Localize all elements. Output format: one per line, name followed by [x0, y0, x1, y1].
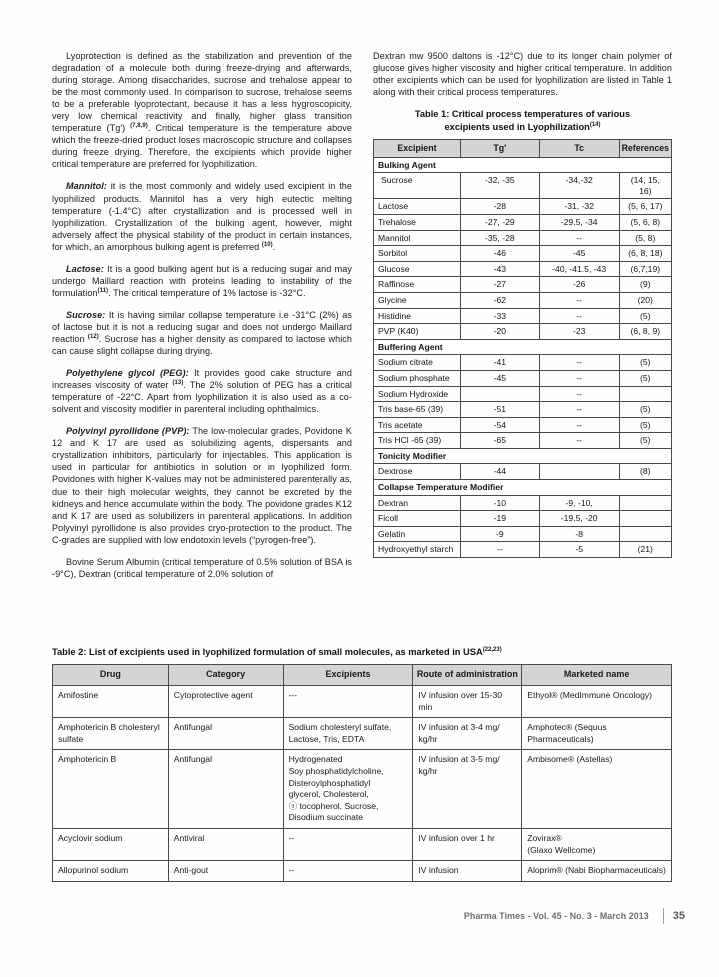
table1-row: [374, 292, 672, 308]
table1-cell-references: (8): [619, 464, 671, 480]
table1-row: [374, 246, 672, 262]
table2-cell-drug: Amphotericin B: [53, 750, 169, 829]
table1-cell-tc: --: [539, 370, 619, 386]
table1-row: [374, 355, 672, 371]
table1-cell-references: [619, 511, 671, 527]
table1-group-label: Buffering Agent: [374, 339, 672, 355]
table1-row: [374, 230, 672, 246]
table1-cell-tg: --: [460, 542, 539, 558]
table1-cell-tc: --: [539, 355, 619, 371]
table2-cell-route: IV infusion at 3-5 mg/ kg/hr: [413, 750, 522, 829]
table2-col-marketed-name: Marketed name: [522, 665, 672, 686]
table1-cell-excipient: PVP (K40): [374, 324, 461, 340]
table1-cell-tc: -45: [539, 246, 619, 262]
table1-group-row: [374, 339, 672, 355]
table1-cell-excipient: Hydroxyethyl starch: [374, 542, 461, 558]
table2-row: [53, 861, 672, 882]
table2-col-route: Route of administration: [413, 665, 522, 686]
table1-cell-references: (5): [619, 433, 671, 449]
table1-cell-excipient: Histidine: [374, 308, 461, 324]
table2-cell-marketed-name: Aloprim® (Nabi Biopharmaceuticals): [522, 861, 672, 882]
paragraph-text: it is the most commonly and widely used excipient in the lyophilized products. Mannitol has a very high eutectic melting temperature (-1.4°C) after crystallization and is processed well in lyophilization. Crystallization of the bulking agent, however, might adversely affect the physical stability of the product in certain instances, for which, an amorphous bulking agent is preferred: [52, 181, 352, 252]
table2-cell-marketed-name: Ambisome® (Astellas): [522, 750, 672, 829]
table1-cell-tc: -40, -41.5, -43: [539, 261, 619, 277]
table1-cell-excipient: Sodium Hydroxide: [374, 386, 461, 402]
table1-cell-tc: --: [539, 417, 619, 433]
table1-cell-references: [619, 526, 671, 542]
table1-cell-excipient: Glucose: [374, 261, 461, 277]
table1-cell-tg: -35, -28: [460, 230, 539, 246]
table1-cell-tg: -43: [460, 261, 539, 277]
table2-cell-category: Cytoprotective agent: [168, 686, 283, 718]
table2-row: [53, 750, 672, 829]
table2-cell-excipients: --: [283, 861, 413, 882]
table1-row: [374, 402, 672, 418]
table1-cell-tc: --: [539, 308, 619, 324]
table2-cell-route: IV infusion over 1 hr: [413, 828, 522, 860]
table1-cell-tg: -33: [460, 308, 539, 324]
table1-cell-tc: -9, -10,: [539, 495, 619, 511]
table2-caption-text: Table 2: List of excipients used in lyophilized formulation of small molecules, as marketed in USA: [52, 647, 483, 657]
table1-cell-tc: -29.5, -34: [539, 214, 619, 230]
footer-journal-line: Pharma Times - Vol. 45 - No. 3 - March 2013: [463, 911, 649, 921]
table2-cell-route: IV infusion over 15-30 min: [413, 686, 522, 718]
table1-cell-references: (6, 8, 9): [619, 324, 671, 340]
paragraph-bsa: [52, 556, 352, 580]
paragraph-pvp: [52, 425, 352, 545]
footer-page-number: 35: [672, 910, 685, 922]
table1-row: [374, 214, 672, 230]
table1-cell-excipient: Sodium phosphate: [374, 370, 461, 386]
table1-cell-tc: [539, 464, 619, 480]
paragraph-lactose: [52, 263, 352, 299]
table1-body: [374, 157, 672, 557]
table2-cell-marketed-name: Amphotec® (Sequus Pharmaceuticals): [522, 718, 672, 750]
table1-cell-tg: [460, 386, 539, 402]
paragraph-text: Bovine Serum Albumin (critical temperature of 0.5% solution of BSA is -9°C), Dextran (critical temperature of 2.0% solution of: [52, 556, 352, 579]
table2-cell-excipients: Sodium cholesteryl sulfate, Lactose, Tris, EDTA: [283, 718, 413, 750]
table1-critical-process-temperatures: [373, 139, 672, 558]
table1-cell-tc: --: [539, 230, 619, 246]
table2-cell-route: IV infusion: [413, 861, 522, 882]
table1-cell-excipient: Sucrose: [374, 173, 461, 199]
table1-row: [374, 464, 672, 480]
table1-row: [374, 277, 672, 293]
table1-cell-tg: -41: [460, 355, 539, 371]
table2-caption: [52, 646, 672, 658]
table1-cell-tg: -62: [460, 292, 539, 308]
table1-row: [374, 542, 672, 558]
table1-cell-references: (5): [619, 355, 671, 371]
table1-cell-excipient: Trehalose: [374, 214, 461, 230]
reference-superscript: (14): [589, 121, 601, 128]
table2-cell-category: Anti-gout: [168, 861, 283, 882]
table1-row: [374, 173, 672, 199]
table1-cell-references: [619, 386, 671, 402]
table1-cell-excipient: Tris acetate: [374, 417, 461, 433]
table1-cell-tg: -44: [460, 464, 539, 480]
reference-superscript: (7,8,9): [130, 123, 148, 130]
reference-superscript: (12): [87, 333, 99, 340]
table1-cell-tc: --: [539, 402, 619, 418]
left-text-column: [52, 50, 352, 590]
table2-row: [53, 718, 672, 750]
table1-cell-references: (21): [619, 542, 671, 558]
table1-cell-tg: -51: [460, 402, 539, 418]
paragraph-tail: . Sucrose has a higher density as compared to lactose which can cause slight collapse during drying.: [52, 333, 352, 357]
table1-row: [374, 261, 672, 277]
paragraph-tail: .: [272, 241, 276, 252]
table1-cell-tg: -54: [460, 417, 539, 433]
table1-cell-tc: -8: [539, 526, 619, 542]
table1-caption: [373, 108, 672, 133]
table1-cell-tg: -46: [460, 246, 539, 262]
table2-row: [53, 828, 672, 860]
table1-head: [374, 140, 672, 158]
table2-cell-route: IV infusion at 3-4 mg/ kg/hr: [413, 718, 522, 750]
reference-superscript: (11): [97, 287, 109, 294]
table1-cell-references: (6,7,19): [619, 261, 671, 277]
table1-cell-references: (9): [619, 277, 671, 293]
table1-cell-excipient: Gelatin: [374, 526, 461, 542]
table1-caption-line2: excipients used in Lyophilization: [444, 121, 590, 132]
table2-cell-marketed-name: Zovirax® (Glaxo Wellcome): [522, 828, 672, 860]
table1-cell-references: (20): [619, 292, 671, 308]
table1-cell-references: (14, 15, 16): [619, 173, 671, 199]
table1-cell-tg: -28: [460, 199, 539, 215]
table1-cell-references: (5): [619, 308, 671, 324]
table1-cell-excipient: Tris base-65 (39): [374, 402, 461, 418]
table1-cell-tg: -19: [460, 511, 539, 527]
table1-col-references: References: [619, 140, 671, 158]
reference-superscript: (22,23): [482, 646, 502, 653]
table1-cell-excipient: Ficoll: [374, 511, 461, 527]
table2-cell-drug: Amifostine: [53, 686, 169, 718]
table1-group-label: Bulking Agent: [374, 157, 672, 173]
table2-cell-category: Antifungal: [168, 718, 283, 750]
table1-cell-excipient: Glycine: [374, 292, 461, 308]
table1-cell-tg: -20: [460, 324, 539, 340]
table2-cell-category: Antifungal: [168, 750, 283, 829]
table1-cell-references: (5): [619, 402, 671, 418]
table1-cell-references: (6, 8, 18): [619, 246, 671, 262]
reference-superscript: (13): [172, 380, 184, 387]
table1-cell-tc: -5: [539, 542, 619, 558]
paragraph-tail: . Critical temperature is the temperature above which the freeze-dried product loses macroscopic structure and collapses during freeze drying. Therefore, the excipients which provide higher critical temperature are preferred for lyophilization.: [52, 123, 352, 170]
paragraph-sucrose: [52, 309, 352, 357]
table2-cell-drug: Allopurinol sodium: [53, 861, 169, 882]
table1-cell-tc: -34,-32: [539, 173, 619, 199]
right-text-column: [373, 50, 672, 590]
table1-cell-tg: -45: [460, 370, 539, 386]
table1-col-tc: Tc: [539, 140, 619, 158]
paragraph-text: Lyoprotection is defined as the stabilization and prevention of the degradation of a molecule both during freeze-drying and afterwards, during storage. Among disaccharides, sucrose and trehalose appear to be the most commonly used. In comparison to sucrose, trehalose seems to be a preferable lyoprotectant, because it has a less hygroscopicity, very low chemical reactivity and finally, higher glass transition temperature (Tg′): [52, 51, 352, 134]
table1-row: [374, 386, 672, 402]
table1-cell-tg: -27, -29: [460, 214, 539, 230]
table1-cell-references: (5): [619, 417, 671, 433]
table1-cell-references: (5, 6, 17): [619, 199, 671, 215]
table1-cell-tc: --: [539, 433, 619, 449]
table2-section: [52, 640, 672, 882]
table1-row: [374, 308, 672, 324]
table2-cell-excipients: --: [283, 828, 413, 860]
table1-cell-tg: -9: [460, 526, 539, 542]
table1-cell-excipient: Dextrose: [374, 464, 461, 480]
table1-cell-references: (5, 6, 8): [619, 214, 671, 230]
table1-cell-references: [619, 495, 671, 511]
paragraph-lyoprotection: [52, 50, 352, 170]
table1-cell-excipient: Lactose: [374, 199, 461, 215]
table1-group-row: [374, 480, 672, 496]
table2-head: [53, 665, 672, 686]
table1-row: [374, 324, 672, 340]
term-pvp: Polyvinyl pyrollidone (PVP):: [66, 426, 190, 437]
table2-col-category: Category: [168, 665, 283, 686]
table2-header-row: [53, 665, 672, 686]
table1-cell-tc: --: [539, 386, 619, 402]
table1-caption-line1: Table 1: Critical process temperatures of various: [414, 109, 631, 120]
table1-group-label: Collapse Temperature Modifier: [374, 480, 672, 496]
table1-cell-excipient: Dextran: [374, 495, 461, 511]
table1-group-label: Tonicity Modifier: [374, 448, 672, 464]
paragraph-tail: . The 2% solution of PEG has a critical temperature of -22°C. Apart from lyophilization it is also used as a co-solvent and viscosity modifier in parenteral including ophthalmics.: [52, 380, 352, 415]
table1-cell-tc: --: [539, 292, 619, 308]
table1-cell-tc: -23: [539, 324, 619, 340]
table1-col-excipient: Excipient: [374, 140, 461, 158]
table1-row: [374, 495, 672, 511]
table2-cell-marketed-name: Ethyol® (MedImmune Oncology): [522, 686, 672, 718]
paragraph-text: It is having similar collapse temperature i.e -31°C (2%) as of lactose but it is not a reducing sugar and does not undergo Maillard reaction: [52, 309, 352, 344]
table1-cell-references: (5, 8): [619, 230, 671, 246]
table1-row: [374, 526, 672, 542]
table2-cell-drug: Amphotericin B cholesteryl sulfate: [53, 718, 169, 750]
table1-cell-tc: -19.5, -20: [539, 511, 619, 527]
paragraph-text: Dextran mw 9500 daltons is -12°C) due to its longer chain polymer of glucose gives higher viscosity and higher critical temperature. In addition other excipients which can be used for lyophilization are listed in Table 1 along with their critical process temperatures.: [373, 51, 672, 98]
table1-group-row: [374, 448, 672, 464]
table1-cell-excipient: Sorbitol: [374, 246, 461, 262]
table2-cell-excipients: ---: [283, 686, 413, 718]
two-column-body: [52, 50, 672, 590]
table1-row: [374, 433, 672, 449]
reference-superscript: (10): [261, 241, 273, 248]
table2-row: [53, 686, 672, 718]
table2-cell-category: Antiviral: [168, 828, 283, 860]
term-sucrose: Sucrose:: [66, 309, 106, 320]
paragraph-peg: [52, 367, 352, 415]
table1-cell-tc: -31, -32: [539, 199, 619, 215]
table1-cell-tg: -65: [460, 433, 539, 449]
table1-cell-tg: -10: [460, 495, 539, 511]
table1-cell-excipient: Mannitol: [374, 230, 461, 246]
table1-cell-tc: -26: [539, 277, 619, 293]
term-peg: Polyethylene glycol (PEG):: [66, 368, 189, 379]
table1-header-row: [374, 140, 672, 158]
table1-col-tg: Tg': [460, 140, 539, 158]
table2-cell-drug: Acyclovir sodium: [53, 828, 169, 860]
table1-row: [374, 199, 672, 215]
table2-col-drug: Drug: [53, 665, 169, 686]
table1-cell-tg: -32, -35: [460, 173, 539, 199]
paragraph-text: The low-molecular grades, Povidone K 12 and K 17 are used as solubilizing agents, dispersants and crystallization inhibitors, particularly for injectables. This application is used in particular for antibiotics in solution or in lyophilized form. Povidones with higher K-values may not be administered parenterally as, due to their high molecular weights, they cannot be excreted by the kidneys and hence accumulate within the body. The povidone grades K12 and K 17 are used as solubilizers in parenteral applications. In addition Polyvinyl pyrollidone is also provides cryo-protection to the product. The C-grades are supplied with low endotoxin levels (“pyrogen-free”).: [52, 426, 353, 545]
table2-cell-excipients: Hydrogenated Soy phosphatidylcholine, Disteroylphosphatidyl glycerol, Cholesterol, ⓐ tocopherol, Sucrose, Disodium succinate: [283, 750, 413, 829]
table1-cell-references: (5): [619, 370, 671, 386]
table1-row: [374, 511, 672, 527]
table2-body: [53, 686, 672, 882]
page-footer: [0, 908, 719, 924]
table2-col-excipients: Excipients: [283, 665, 413, 686]
table2-excipients-marketed-usa: [52, 664, 672, 881]
table1-group-row: [374, 157, 672, 173]
term-lactose: Lactose:: [66, 263, 104, 274]
paragraph-text: It provides good cake structure and increases viscosity of water: [52, 368, 352, 391]
paragraph-dextran: [373, 50, 672, 98]
paragraph-tail: . The critical temperature of 1% lactose is -32°C.: [108, 287, 306, 298]
footer-divider: [663, 908, 664, 924]
table1-cell-excipient: Sodium citrate: [374, 355, 461, 371]
paragraph-text: It is a good bulking agent but is a reducing sugar and may undergo Maillard reaction with proteins leading to instability of the formulation: [52, 263, 352, 298]
table1-cell-excipient: Raffinose: [374, 277, 461, 293]
table1-cell-excipient: Tris HCl -65 (39): [374, 433, 461, 449]
paragraph-mannitol: [52, 180, 352, 252]
term-mannitol: Mannitol:: [66, 181, 107, 192]
table1-row: [374, 417, 672, 433]
table1-cell-tg: -27: [460, 277, 539, 293]
table1-row: [374, 370, 672, 386]
